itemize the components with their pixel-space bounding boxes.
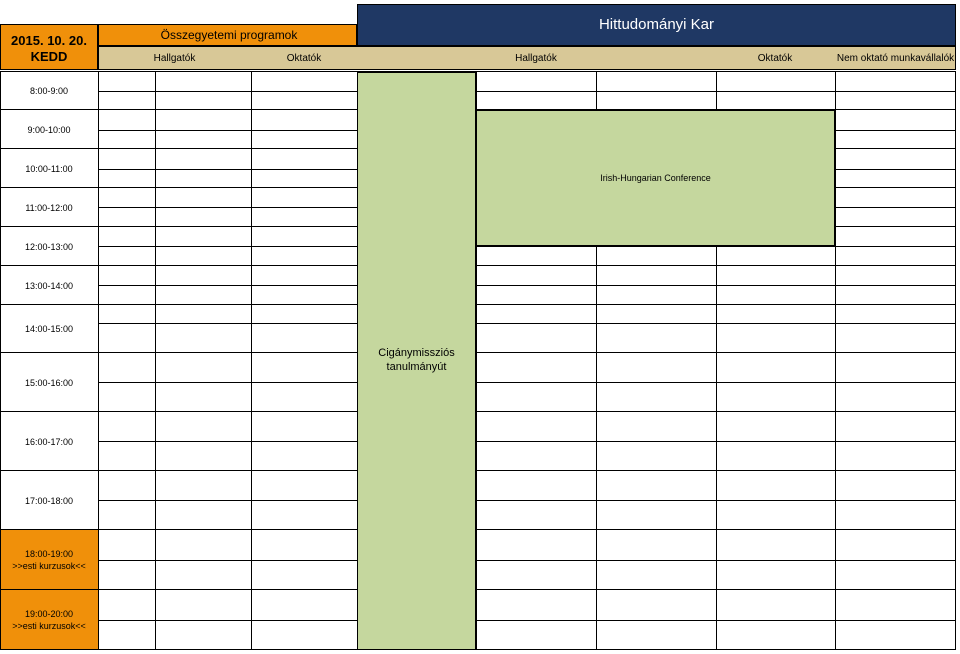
schedule-column[interactable] — [835, 72, 956, 650]
evening-course-note: >>esti kurzusok<< — [12, 621, 86, 631]
row-divider — [0, 589, 956, 590]
subheader-univ-students: Hallgatók — [153, 52, 196, 64]
evening-course-note: >>esti kurzusok<< — [12, 561, 86, 571]
faculty-label: Hittudományi Kar — [598, 15, 715, 33]
row-divider — [0, 649, 956, 650]
time-label: 8:00-9:00 — [29, 86, 69, 96]
row-divider — [0, 470, 956, 471]
schedule-column[interactable] — [251, 72, 357, 650]
row-divider — [0, 411, 956, 412]
time-label: 18:00-19:00 — [24, 549, 74, 559]
time-label: 11:00-12:00 — [25, 202, 73, 213]
conference-label: Irish-Hungarian Conference — [600, 173, 711, 183]
time-label: 14:00-15:00 — [24, 324, 74, 334]
column-divider — [835, 71, 836, 650]
row-divider — [0, 265, 956, 266]
subrow-divider — [98, 246, 956, 247]
day-label: KEDD — [30, 48, 68, 64]
row-divider — [0, 352, 956, 353]
schedule-column[interactable] — [98, 72, 155, 650]
date-label: 2015. 10. 20. — [11, 32, 87, 48]
time-label: 15:00-16:00 — [24, 377, 74, 388]
subrow-divider — [98, 620, 956, 621]
study-trip-line1: Cigánymissziós — [378, 347, 455, 359]
study-trip-line2: tanulmányút — [386, 361, 447, 373]
column-divider — [0, 71, 1, 650]
subrow-divider — [98, 382, 956, 383]
time-label: 19:00-20:00 — [24, 609, 74, 619]
subheader-fac-students: Hallgatók — [515, 52, 557, 64]
subrow-divider — [98, 285, 956, 286]
column-divider — [155, 71, 156, 650]
subrow-divider — [98, 441, 956, 442]
subheader-univ-teachers: Oktatók — [286, 52, 322, 64]
subrow-divider — [98, 323, 956, 324]
row-divider — [0, 529, 956, 530]
column-divider — [955, 71, 956, 650]
time-label: 16:00-17:00 — [24, 436, 74, 447]
time-label: 10:00-11:00 — [25, 163, 73, 174]
time-label: 12:00-13:00 — [24, 241, 74, 252]
university-programs-label: Összegyetemi programok — [160, 28, 298, 42]
row-divider — [0, 304, 956, 305]
subrow-divider — [98, 500, 956, 501]
schedule-column[interactable] — [155, 72, 251, 650]
subheader-fac-teachers: Oktatók — [757, 52, 793, 64]
subrow-divider — [98, 560, 956, 561]
column-divider — [251, 71, 252, 650]
subheader-fac-staff: Nem oktató munkavállalók — [836, 52, 955, 64]
column-divider — [98, 71, 99, 650]
time-label: 13:00-14:00 — [24, 280, 74, 291]
row-divider — [0, 71, 956, 72]
time-label: 17:00-18:00 — [24, 495, 74, 506]
subrow-divider — [98, 91, 956, 92]
time-label: 9:00-10:00 — [27, 124, 71, 135]
